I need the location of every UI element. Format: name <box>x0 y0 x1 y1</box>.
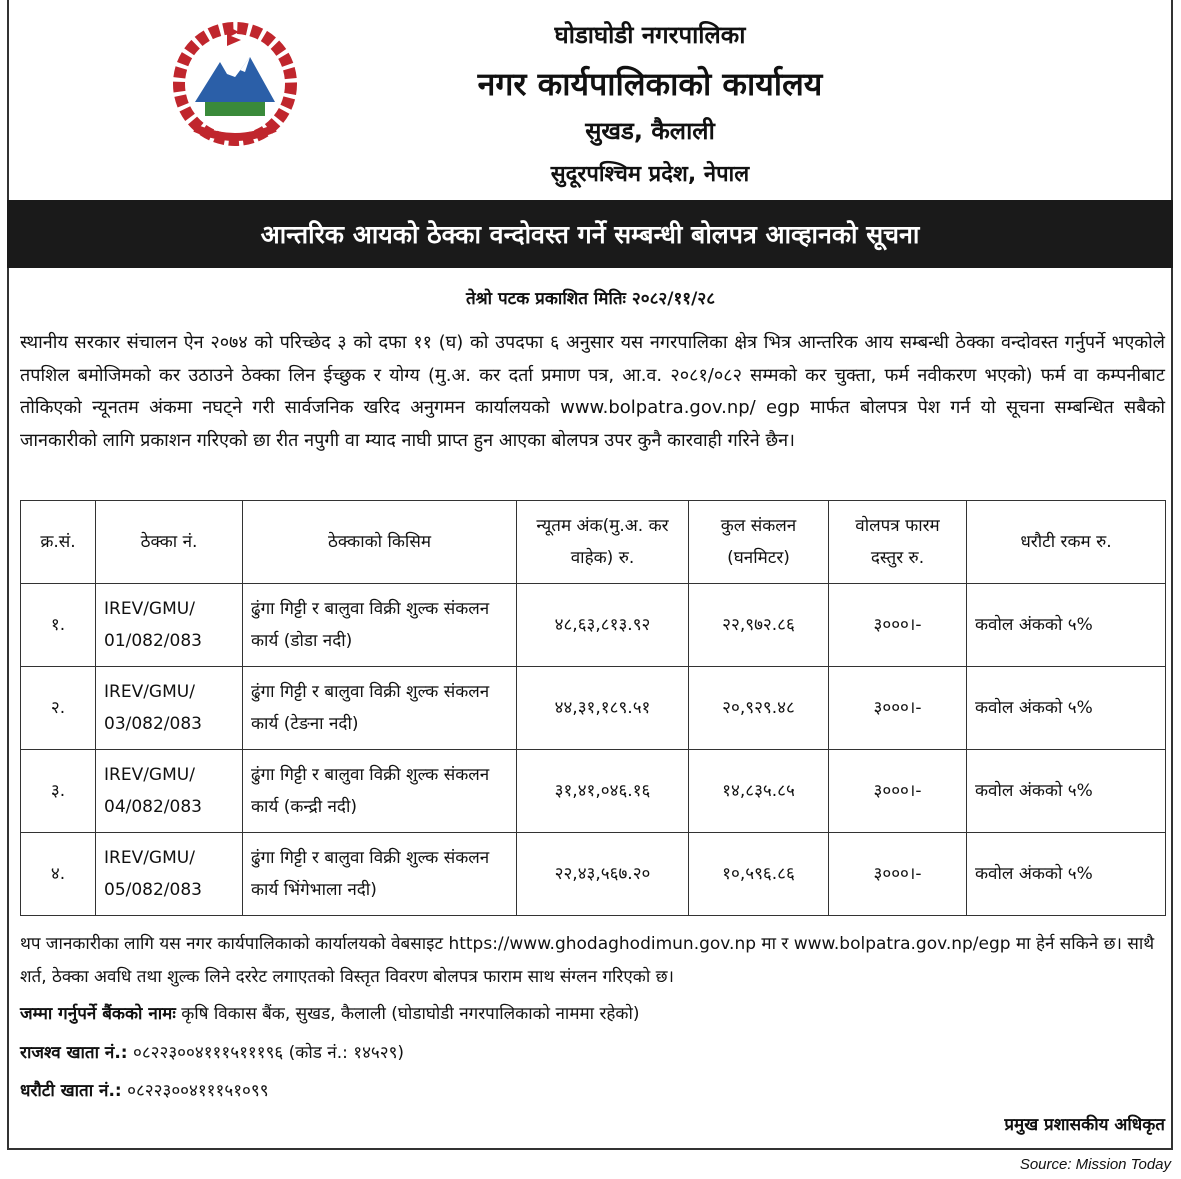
cell-min-amount: ३१,४१,०४६.१६ <box>517 750 689 833</box>
cell-total-collection: २२,९७२.८६ <box>689 584 829 667</box>
table-row <box>21 750 1166 833</box>
cell-tender-type: ढुंगा गिट्टी र बालुवा विक्री शुल्क संकलन कार्य (टेङना नदी) <box>243 667 517 750</box>
revenue-value: ०८२२३००४१११५१११९६ (कोड नं.: १४५२९) <box>132 1043 405 1063</box>
bank-value: कृषि विकास बैंक, सुखड, कैलाली (घोडाघोडी नगरपालिकाको नाममा रहेको) <box>181 1004 640 1024</box>
more-info-text: थप जानकारीका लागि यस नगर कार्यपालिकाको कार्यालयको वेबसाइट https://www.ghodaghodimun.gov.np मा र www.bolpatra.gov.np/egp मा हेर्न सकिने छ। साथै शर्त, ठेक्का अवधि तथा शुल्क लिने दररेट लगाएतको विस्तृत विवरण बोलपत्र फाराम साथ संग्लन गरिएको छ। <box>20 934 1155 987</box>
col-header: ठेक्का नं. <box>96 501 243 584</box>
cell-form-fee: ३०००।- <box>829 833 967 916</box>
table-row <box>21 584 1166 667</box>
table-header-row <box>21 501 1166 584</box>
nepal-emblem-icon <box>165 22 305 150</box>
municipality-name: घोडाघोडी नगरपालिका <box>554 21 746 49</box>
signature: प्रमुख प्रशासकीय अधिकृत <box>1004 1115 1165 1135</box>
cell-tender-no: IREV/GMU/ 01/082/083 <box>96 584 243 667</box>
office-name: नगर कार्यपालिकाको कार्यालय <box>477 65 823 103</box>
cell-deposit-amount: कवोल अंकको ५% <box>967 584 1166 667</box>
cell-form-fee: ३०००।- <box>829 584 967 667</box>
bank-line <box>20 1001 1165 1024</box>
table-row <box>21 833 1166 916</box>
col-header: वोलपत्र फारम दस्तुर रु. <box>829 501 967 584</box>
cell-tender-type: ढुंगा गिट्टी र बालुवा विक्री शुल्क संकलन कार्य (डोडा नदी) <box>243 584 517 667</box>
cell-deposit-amount: कवोल अंकको ५% <box>967 833 1166 916</box>
revenue-label: राजश्व खाता नं.: <box>20 1043 128 1063</box>
cell-min-amount: २२,४३,५६७.२० <box>517 833 689 916</box>
cell-deposit-amount: कवोल अंकको ५% <box>967 667 1166 750</box>
deposit-account-line <box>20 1078 1165 1101</box>
bank-label: जम्मा गर्नुपर्ने बैंकको नामः <box>20 1004 176 1024</box>
cell-tender-type: ढुंगा गिट्टी र बालुवा विक्री शुल्क संकलन कार्य भिंगेभाला नदी) <box>243 833 517 916</box>
source-credit: Source: Mission Today <box>1019 1156 1171 1173</box>
col-header: कुल संकलन (घनमिटर) <box>689 501 829 584</box>
province-name: सुदूरपश्चिम प्रदेश, नेपाल <box>550 162 750 187</box>
cell-tender-no: IREV/GMU/ 04/082/083 <box>96 750 243 833</box>
cell-total-collection: १०,५९६.८६ <box>689 833 829 916</box>
cell-total-collection: २०,९२९.४८ <box>689 667 829 750</box>
cell-serial: ३. <box>21 750 96 833</box>
notice-title: आन्तरिक आयको ठेक्का वन्दोवस्त गर्ने सम्बन्धी बोलपत्र आव्हानको सूचना <box>7 200 1173 268</box>
cell-serial: १. <box>21 584 96 667</box>
cell-deposit-amount: कवोल अंकको ५% <box>967 750 1166 833</box>
office-location: सुखड, कैलाली <box>585 117 715 145</box>
deposit-label: धरौटी खाता नं.: <box>20 1081 122 1101</box>
cell-total-collection: १४,८३५.८५ <box>689 750 829 833</box>
cell-serial: २. <box>21 667 96 750</box>
cell-serial: ४. <box>21 833 96 916</box>
col-header: ठेक्काको किसिम <box>243 501 517 584</box>
deposit-value: ०८२२३००४१११५१०९९ <box>127 1081 269 1101</box>
notice-body: स्थानीय सरकार संचालन ऐन २०७४ को परिच्छेद ३ को दफा ११ (घ) को उपदफा ६ अनुसार यस नगरपालिका क्षेत्र भित्र आन्तरिक आय सम्बन्धी ठेक्का वन्दोवस्त गर्नुपर्ने भएकोले तपशिल बमोजिमको कर उठाउने ठेक्का लिन ईच्छुक र योग्य (मु.अ. कर दर्ता प्रमाण पत्र, आ.व. २०८१/०८२ सम्मको कर चुक्ता, फर्म नवीकरण भएको) फर्म वा कम्पनीबाट तोकिएको न्यूनतम अंकमा नघट्ने गरी सार्वजनिक खरिद अनुगमन कार्यालयको www.bolpatra.gov.np/ egp मार्फत बोलपत्र पेश गर्न यो सूचना सम्बन्धित सबैको जानकारीको लागि प्रकाशन गरिएको छा रीत नपुगी वा म्याद नाघी प्राप्त हुन आएका बोलपत्र उपर कुनै कारवाही गरिने छैन। <box>20 332 1165 451</box>
publish-date: तेश्रो पटक प्रकाशित मितिः २०८२/११/२८ <box>465 289 716 309</box>
cell-min-amount: ४४,३१,१८९.५१ <box>517 667 689 750</box>
revenue-account-line <box>20 1040 1165 1063</box>
cell-form-fee: ३०००।- <box>829 750 967 833</box>
table-row <box>21 667 1166 750</box>
cell-tender-type: ढुंगा गिट्टी र बालुवा विक्री शुल्क संकलन कार्य (कन्द्री नदी) <box>243 750 517 833</box>
tender-table <box>20 500 1166 916</box>
col-header: क्र.सं. <box>21 501 96 584</box>
cell-form-fee: ३०००।- <box>829 667 967 750</box>
cell-min-amount: ४८,६३,८१३.९२ <box>517 584 689 667</box>
cell-tender-no: IREV/GMU/ 05/082/083 <box>96 833 243 916</box>
cell-tender-no: IREV/GMU/ 03/082/083 <box>96 667 243 750</box>
col-header: धरौटी रकम रु. <box>967 501 1166 584</box>
col-header: न्यूतम अंक(मु.अ. कर वाहेक) रु. <box>517 501 689 584</box>
